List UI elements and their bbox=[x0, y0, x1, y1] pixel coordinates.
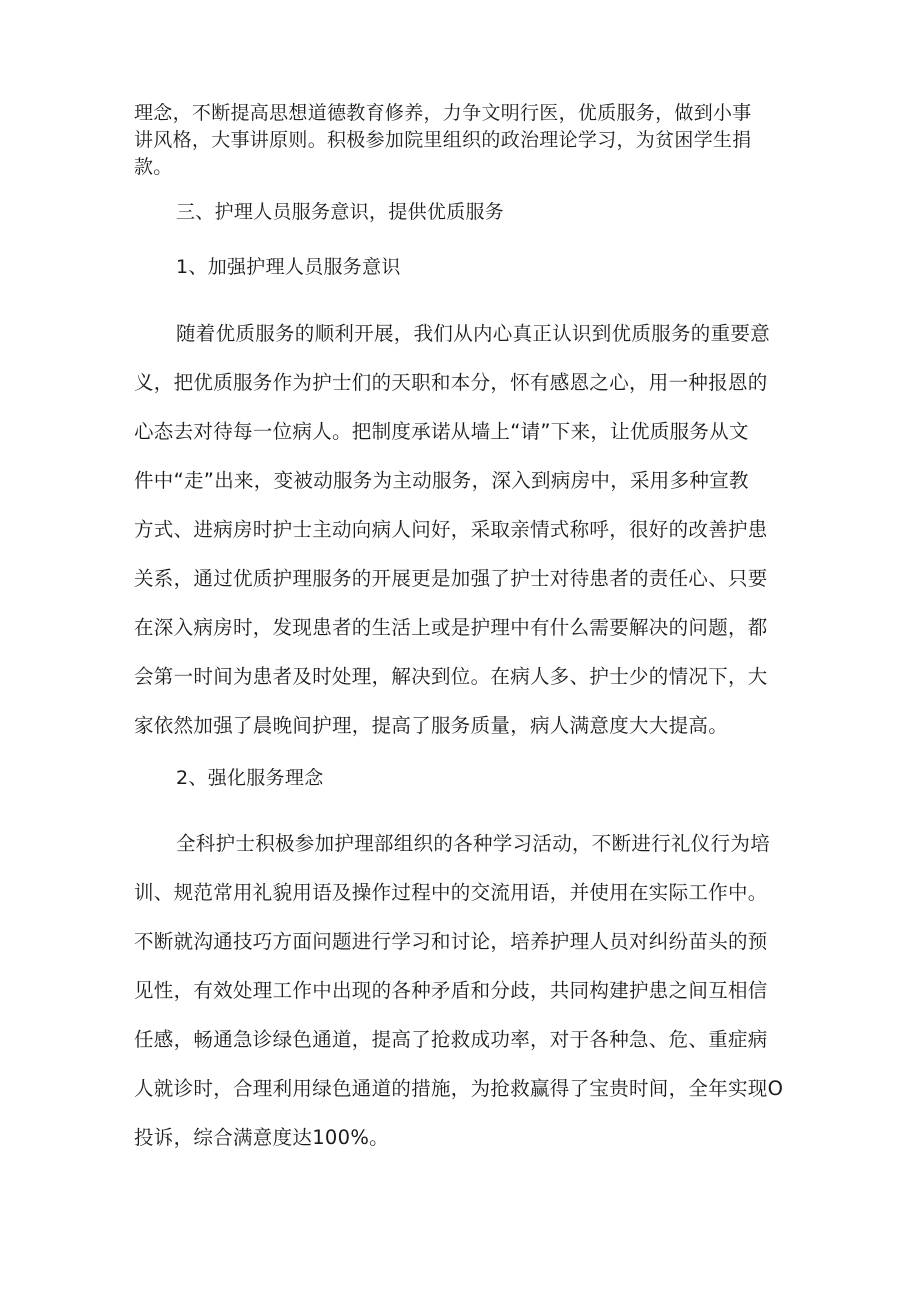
subsection-2-heading: 2、强化服务理念 bbox=[176, 767, 324, 789]
paragraph-1-line: 方式、进病房时护士主动向病人问好，采取亲情式称呼，很好的改善护患 bbox=[134, 518, 768, 541]
intro-line: 讲风格，大事讲原则。积极参加院里组织的政治理论学习，为贫困学生捐 bbox=[134, 129, 752, 151]
paragraph-1-line: 件中“走”出来，变被动服务为主动服务，深入到病房中，采用多种宣教 bbox=[134, 469, 749, 492]
paragraph-1-line: 关系，通过优质护理服务的开展更是加强了护士对待患者的责任心、只要 bbox=[134, 567, 768, 590]
paragraph-1-line: 心态去对待每一位病人。把制度承诺从墙上“请”下来，让优质服务从文 bbox=[134, 420, 749, 443]
paragraph-2-line: 人就诊时，合理利用绿色通道的措施，为抢救赢得了宝贵时间，全年实现O bbox=[134, 1077, 784, 1100]
paragraph-1-line: 家依然加强了晨晚间护理，提高了服务质量，病人满意度大大提高。 bbox=[134, 714, 729, 737]
intro-line: 理念，不断提高思想道德教育修养，力争文明行医，优质服务，做到小事 bbox=[134, 102, 752, 124]
paragraph-2-line: 投诉，综合满意度达100%。 bbox=[134, 1126, 389, 1149]
paragraph-2-line: 训、规范常用礼貌用语及操作过程中的交流用语，并使用在实际工作中。 bbox=[134, 881, 768, 904]
paragraph-2-line: 不断就沟通技巧方面问题进行学习和讨论，培养护理人员对纠纷苗头的预 bbox=[134, 930, 768, 953]
subsection-1-heading: 1、加强护理人员服务意识 bbox=[176, 256, 401, 278]
section-3-heading: 三、护理人员服务意识，提供优质服务 bbox=[176, 201, 505, 223]
paragraph-1-line: 在深入病房时，发现患者的生活上或是护理中有什么需要解决的问题，都 bbox=[134, 616, 768, 639]
paragraph-1-line: 随着优质服务的顺利开展，我们从内心真正认识到优质服务的重要意 bbox=[176, 322, 771, 345]
paragraph-1-line: 会第一时间为患者及时处理，解决到位。在病人多、护士少的情况下，大 bbox=[134, 665, 768, 688]
paragraph-2-line: 见性，有效处理工作中出现的各种矛盾和分歧，共同构建护患之间互相信 bbox=[134, 979, 768, 1002]
paragraph-1-line: 义，把优质服务作为护士们的天职和本分，怀有感恩之心，用一种报恩的 bbox=[134, 371, 768, 394]
intro-line: 款。 bbox=[134, 156, 173, 178]
paragraph-2-line: 全科护士积极参加护理部组织的各种学习活动，不断进行礼仪行为培 bbox=[176, 832, 771, 855]
paragraph-2-line: 任感，畅通急诊绿色通道，提高了抢救成功率，对于各种急、危、重症病 bbox=[134, 1028, 768, 1051]
